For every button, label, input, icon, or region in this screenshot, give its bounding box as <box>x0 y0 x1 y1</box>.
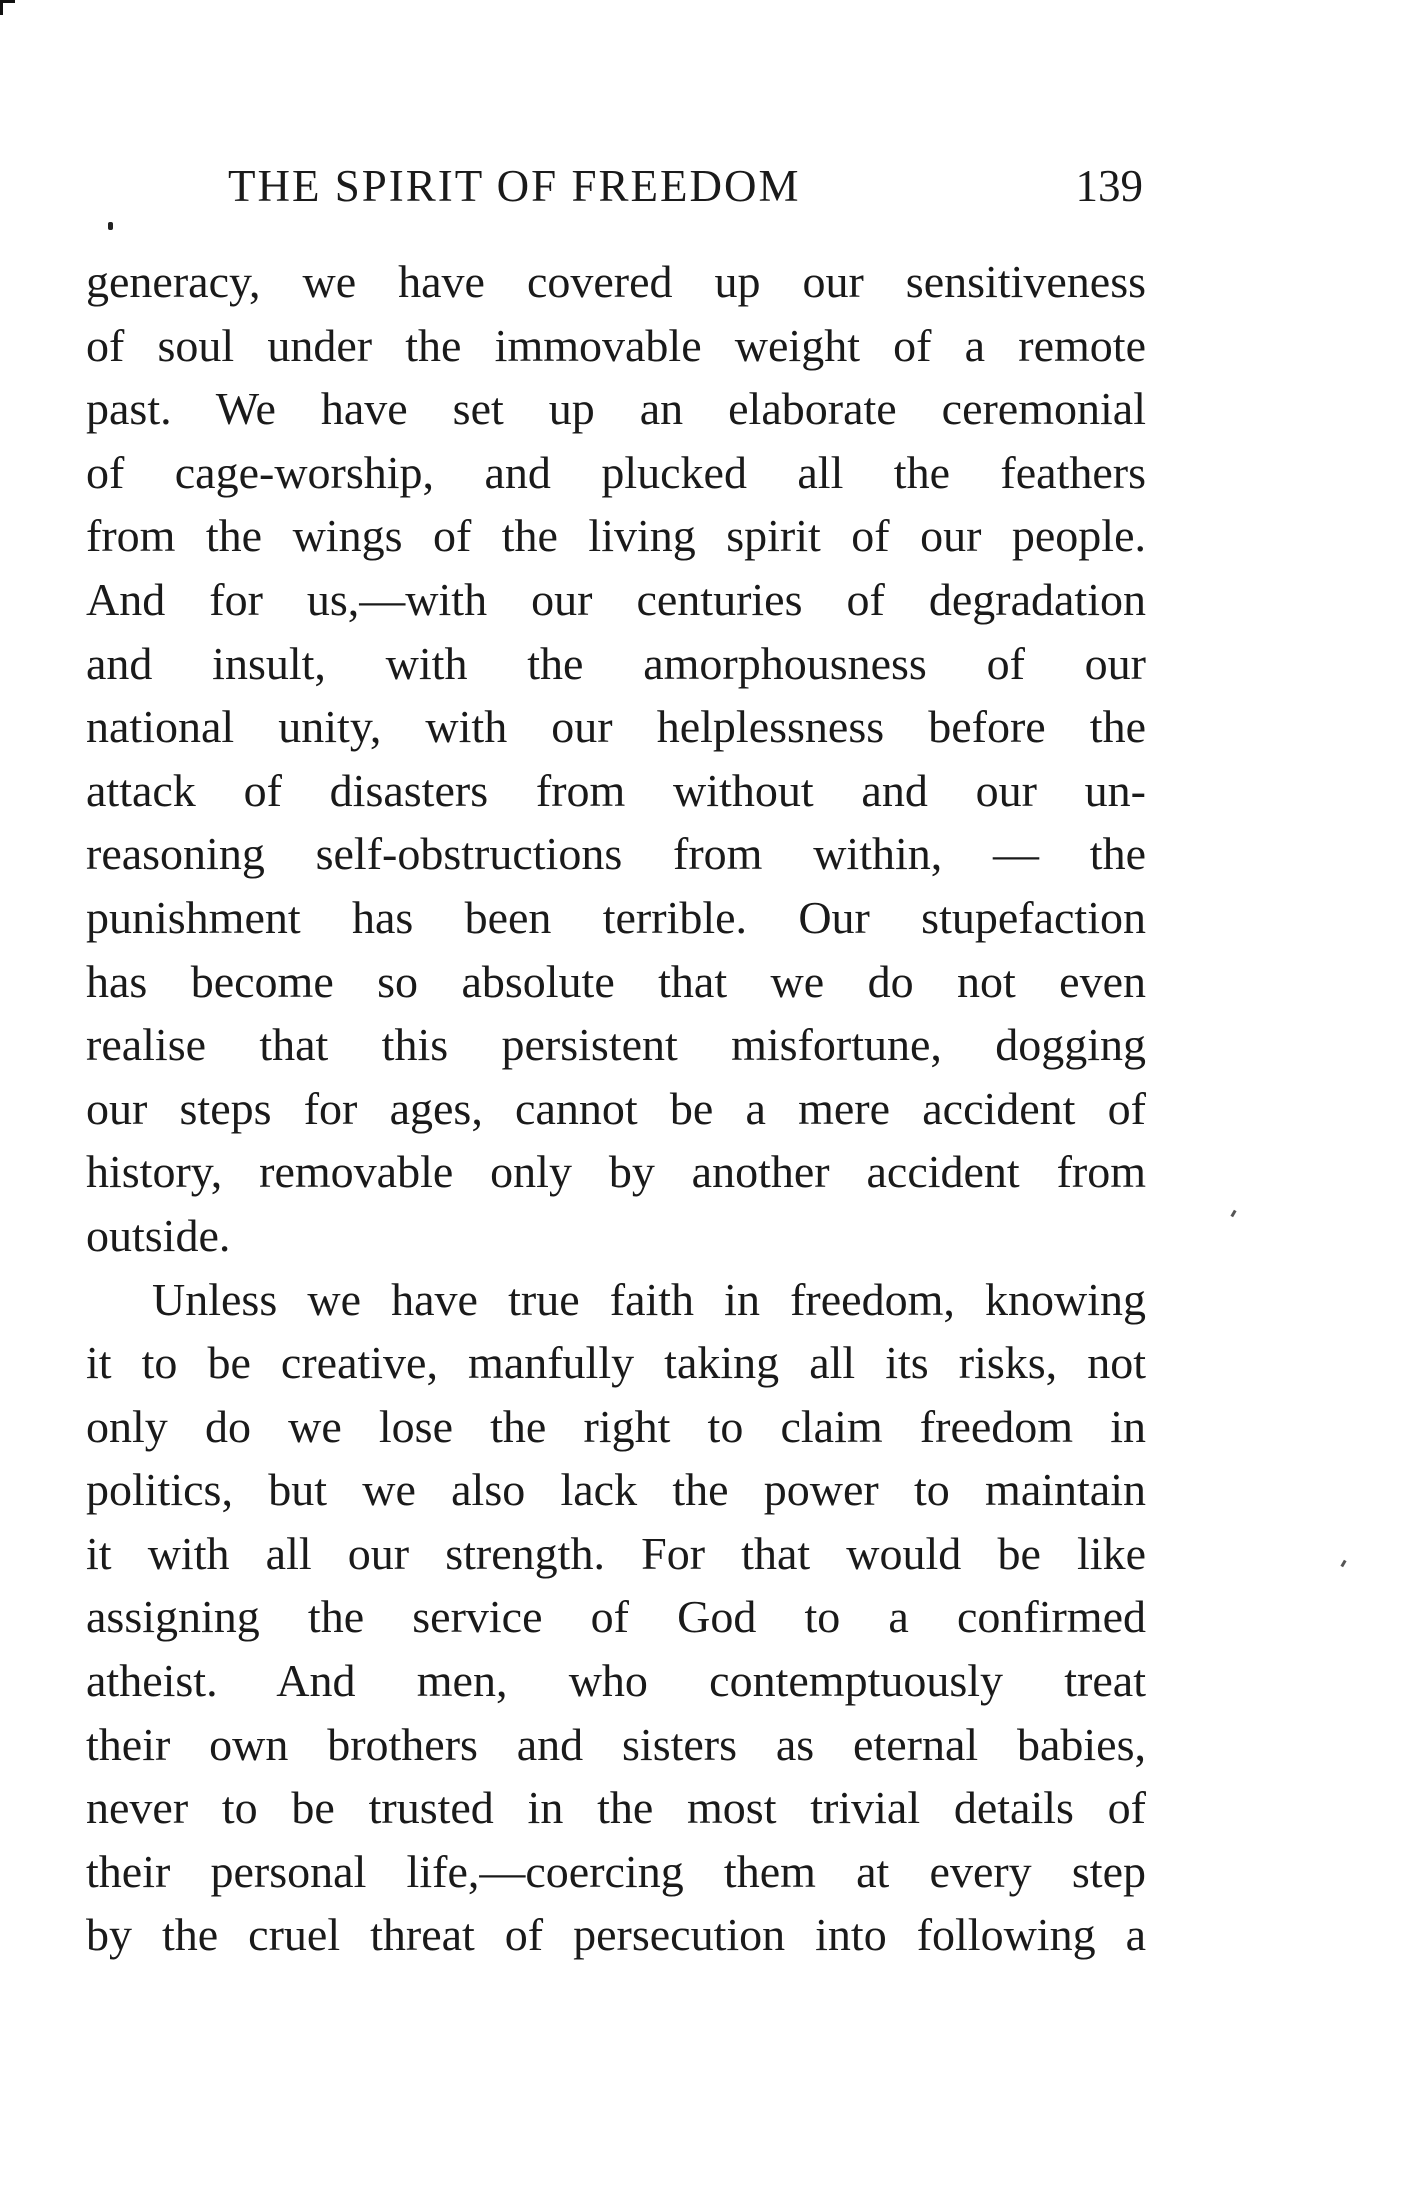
text-line: and insult, with the amorphousness of our <box>86 637 1146 689</box>
body-text <box>86 250 1146 1967</box>
text-line: generacy, we have covered up our sensitiveness <box>86 256 1146 307</box>
print-speck <box>1340 1560 1346 1568</box>
text-line: it to be creative, manfully taking all its risks, not <box>86 1337 1146 1389</box>
text-line: atheist. And men, who contemptuously treat <box>86 1655 1146 1707</box>
text-line: their own brothers and sisters as eternal babies, <box>86 1718 1146 1770</box>
running-head <box>228 160 1143 220</box>
text-line: past. We have set up an elaborate ceremonial <box>86 383 1146 435</box>
text-line: politics, but we also lack the power to maintain <box>86 1464 1146 1516</box>
text-line: history, removable only by another accident from <box>86 1146 1146 1198</box>
text-line: outside. <box>86 1209 231 1261</box>
text-line: it with all our strength. For that would be like <box>86 1527 1146 1579</box>
text-line: by the cruel threat of persecution into following a <box>86 1909 1146 1961</box>
text-line: from the wings of the living spirit of our people. <box>86 510 1146 562</box>
text-line: attack of disasters from without and our un- <box>86 764 1146 816</box>
text-line: national unity, with our helplessness before the <box>86 701 1146 753</box>
text-line: Unless we have true faith in freedom, knowing <box>152 1273 1146 1325</box>
running-title: THE SPIRIT OF FREEDOM <box>228 161 801 211</box>
text-line: And for us,—with our centuries of degradation <box>86 573 1146 625</box>
text-line: of soul under the immovable weight of a remote <box>86 319 1146 371</box>
text-line: reasoning self-obstructions from within, — the <box>86 828 1146 880</box>
text-line: punishment has been terrible. Our stupefaction <box>86 891 1146 943</box>
text-line: of cage-worship, and plucked all the feathers <box>86 446 1146 498</box>
text-line: never to be trusted in the most trivial details of <box>86 1782 1146 1834</box>
text-line: has become so absolute that we do not even <box>86 955 1146 1007</box>
text-line: realise that this persistent misfortune, dogging <box>86 1019 1146 1071</box>
crop-mark <box>0 0 15 15</box>
print-speck <box>108 222 113 230</box>
print-speck <box>1230 1210 1236 1218</box>
page-number: 139 <box>1075 161 1143 211</box>
paragraph-1 <box>86 250 1146 1268</box>
paragraph-2 <box>86 1268 1146 1968</box>
text-line: our steps for ages, cannot be a mere accident of <box>86 1082 1146 1134</box>
text-line: assigning the service of God to a confirmed <box>86 1591 1146 1643</box>
text-line: their personal life,—coercing them at every step <box>86 1845 1146 1897</box>
text-line: only do we lose the right to claim freedom in <box>86 1400 1146 1452</box>
